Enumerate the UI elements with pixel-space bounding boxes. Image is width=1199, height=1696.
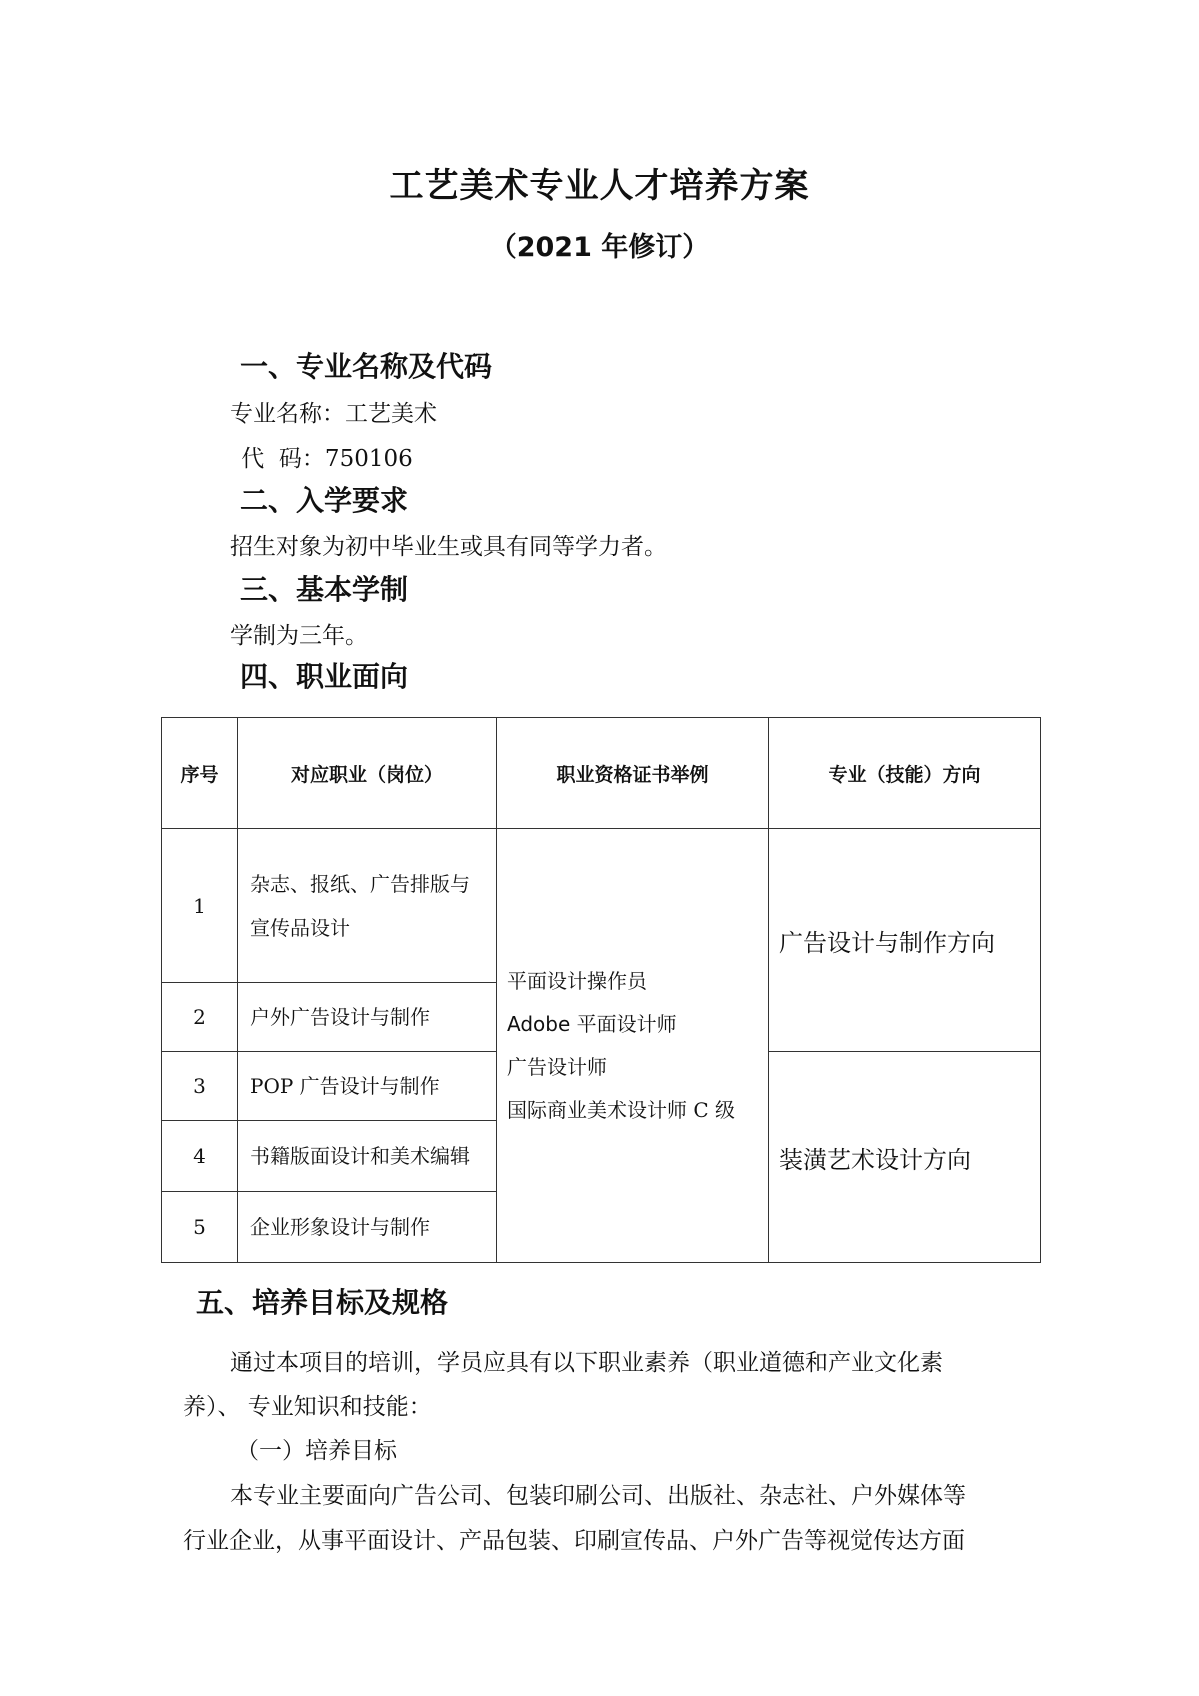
certificates-cell	[497, 829, 769, 1263]
paragraph-line: 养）、 专业知识和技能：	[183, 1394, 432, 1420]
row-job: 企业形象设计与制作	[238, 1192, 497, 1263]
certificate-item: 国际商业美术设计师 C 级	[507, 1097, 736, 1122]
row-num: 4	[162, 1121, 238, 1192]
section-3-heading: 三、基本学制	[240, 573, 409, 606]
row-num: 3	[162, 1052, 238, 1121]
row-job: POP 广告设计与制作	[238, 1052, 497, 1121]
paragraph-line: 行业企业，从事平面设计、产品包装、印刷宣传品、户外广告等视觉传达方面	[183, 1528, 965, 1554]
certificate-item: 广告设计师	[507, 1054, 607, 1079]
header-direction: 专业（技能）方向	[769, 718, 1041, 829]
row-job-line: 杂志、报纸、广告排版与	[250, 871, 470, 896]
row-job-line: 宣传品设计	[250, 915, 350, 940]
paragraph-line: 本专业主要面向广告公司、包装印刷公司、出版社、杂志社、户外媒体等	[230, 1483, 966, 1509]
section-5-heading: 五、培养目标及规格	[196, 1286, 449, 1319]
header-certificate: 职业资格证书举例	[497, 718, 769, 829]
certificate-item: Adobe 平面设计师	[507, 1011, 677, 1036]
row-num: 1	[162, 829, 238, 983]
admission-text: 招生对象为初中毕业生或具有同等学力者。	[230, 534, 667, 560]
major-name-line: 专业名称：工艺美术	[230, 401, 437, 427]
row-num: 5	[162, 1192, 238, 1263]
table-row	[162, 829, 1041, 983]
section-1-heading: 一、专业名称及代码	[240, 350, 493, 383]
section-4-heading: 四、职业面向	[240, 660, 409, 693]
header-num: 序号	[162, 718, 238, 829]
row-num: 2	[162, 983, 238, 1052]
paragraph-line: 通过本项目的培训，学员应具有以下职业素养（职业道德和产业文化素	[230, 1350, 943, 1376]
document-title: 工艺美术专业人才培养方案	[389, 166, 810, 206]
direction-cell: 广告设计与制作方向	[769, 829, 1041, 1052]
major-code-line: 代 码：750106	[234, 446, 413, 472]
row-job: 书籍版面设计和美术编辑	[238, 1121, 497, 1192]
document-subtitle: （2021 年修订）	[489, 232, 710, 263]
table-header-row	[162, 718, 1041, 829]
subsection-heading: （一）培养目标	[236, 1438, 397, 1464]
row-job	[238, 829, 497, 983]
header-job: 对应职业（岗位）	[238, 718, 497, 829]
certificate-item: 平面设计操作员	[507, 968, 647, 993]
row-job: 户外广告设计与制作	[238, 983, 497, 1052]
section-2-heading: 二、入学要求	[240, 484, 409, 517]
duration-text: 学制为三年。	[230, 623, 368, 649]
career-table	[161, 717, 1041, 1263]
direction-cell: 装潢艺术设计方向	[769, 1052, 1041, 1263]
